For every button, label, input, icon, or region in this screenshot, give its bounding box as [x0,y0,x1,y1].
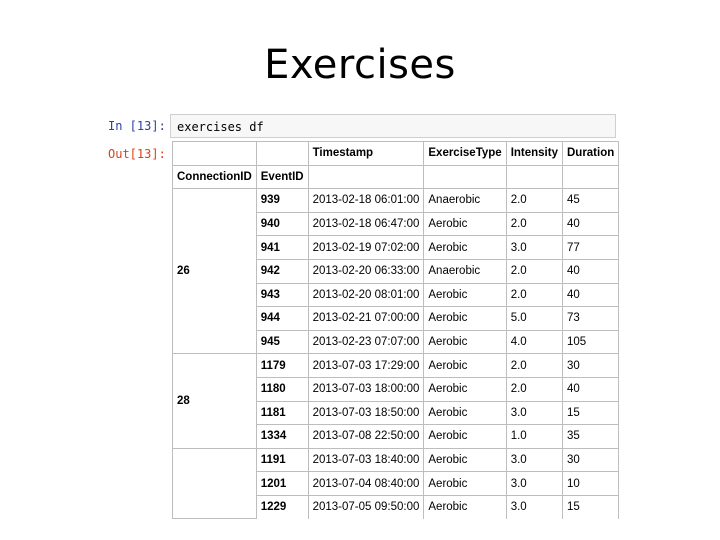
intensity-cell: 2.0 [506,212,562,236]
table-row [173,448,619,472]
exercise-type-cell: Aerobic [424,283,506,307]
blank-header-cell [308,165,424,189]
exercise-type-cell: Anaerobic [424,189,506,213]
table-row [173,189,619,213]
dataframe-table [172,141,619,519]
exercise-type-cell: Aerobic [424,495,506,518]
output-prompt: Out[13]: [108,147,166,161]
exercise-type-cell: Aerobic [424,425,506,449]
timestamp-cell: 2013-07-04 08:40:00 [308,472,424,496]
duration-cell: 30 [562,448,618,472]
event-id-cell: 1180 [256,377,308,401]
intensity-cell: 4.0 [506,330,562,354]
duration-cell: 40 [562,377,618,401]
intensity-cell: 2.0 [506,377,562,401]
event-id-cell: 944 [256,307,308,331]
intensity-cell: 2.0 [506,354,562,378]
intensity-cell: 3.0 [506,448,562,472]
timestamp-cell: 2013-02-23 07:07:00 [308,330,424,354]
event-id-cell: 1334 [256,425,308,449]
event-id-cell: 1179 [256,354,308,378]
input-prompt: In [13]: [108,119,166,133]
exercise-type-cell: Aerobic [424,236,506,260]
event-id-cell: 1191 [256,448,308,472]
connection-id-cell: 26 [173,189,257,354]
duration-cell: 77 [562,236,618,260]
timestamp-cell: 2013-02-19 07:02:00 [308,236,424,260]
intensity-cell: 5.0 [506,307,562,331]
exercise-type-cell: Aerobic [424,472,506,496]
intensity-cell: 3.0 [506,236,562,260]
slide-title: Exercises [264,42,456,88]
code-input-area[interactable] [170,114,616,138]
intensity-cell: 2.0 [506,259,562,283]
index-header-connectionid: ConnectionID [173,165,257,189]
duration-cell: 45 [562,189,618,213]
table-body [173,189,619,519]
duration-cell: 73 [562,307,618,331]
column-header-timestamp: Timestamp [308,142,424,166]
column-header-duration: Duration [562,142,618,166]
event-id-cell: 1229 [256,495,308,518]
blank-header-cell [562,165,618,189]
index-header-row [173,165,619,189]
exercise-type-cell: Aerobic [424,212,506,236]
blank-header-cell [256,142,308,166]
duration-cell: 10 [562,472,618,496]
column-header-exercisetype: ExerciseType [424,142,506,166]
blank-header-cell [506,165,562,189]
duration-cell: 40 [562,259,618,283]
duration-cell: 30 [562,354,618,378]
timestamp-cell: 2013-02-20 06:33:00 [308,259,424,283]
timestamp-cell: 2013-02-18 06:01:00 [308,189,424,213]
code-text[interactable]: exercises df [177,120,264,134]
exercise-type-cell: Anaerobic [424,259,506,283]
blank-header-cell [424,165,506,189]
event-id-cell: 945 [256,330,308,354]
duration-cell: 105 [562,330,618,354]
event-id-cell: 941 [256,236,308,260]
exercise-type-cell: Aerobic [424,448,506,472]
duration-cell: 35 [562,425,618,449]
duration-cell: 15 [562,495,618,518]
connection-id-cell: 28 [173,354,257,448]
timestamp-cell: 2013-07-03 18:50:00 [308,401,424,425]
exercise-type-cell: Aerobic [424,377,506,401]
event-id-cell: 942 [256,259,308,283]
event-id-cell: 939 [256,189,308,213]
timestamp-cell: 2013-07-08 22:50:00 [308,425,424,449]
event-id-cell: 1181 [256,401,308,425]
table-row [173,354,619,378]
exercise-type-cell: Aerobic [424,330,506,354]
timestamp-cell: 2013-02-18 06:47:00 [308,212,424,236]
timestamp-cell: 2013-07-03 17:29:00 [308,354,424,378]
column-header-intensity: Intensity [506,142,562,166]
timestamp-cell: 2013-02-20 08:01:00 [308,283,424,307]
timestamp-cell: 2013-02-21 07:00:00 [308,307,424,331]
connection-id-cell [173,448,257,518]
exercise-type-cell: Aerobic [424,354,506,378]
event-id-cell: 1201 [256,472,308,496]
event-id-cell: 943 [256,283,308,307]
event-id-cell: 940 [256,212,308,236]
timestamp-cell: 2013-07-05 09:50:00 [308,495,424,518]
column-header-row [173,142,619,166]
intensity-cell: 3.0 [506,495,562,518]
exercise-type-cell: Aerobic [424,401,506,425]
timestamp-cell: 2013-07-03 18:40:00 [308,448,424,472]
intensity-cell: 3.0 [506,472,562,496]
index-header-eventid: EventID [256,165,308,189]
intensity-cell: 2.0 [506,283,562,307]
duration-cell: 15 [562,401,618,425]
intensity-cell: 1.0 [506,425,562,449]
intensity-cell: 3.0 [506,401,562,425]
blank-header-cell [173,142,257,166]
duration-cell: 40 [562,283,618,307]
duration-cell: 40 [562,212,618,236]
input-cell[interactable] [104,114,620,138]
exercise-type-cell: Aerobic [424,307,506,331]
intensity-cell: 2.0 [506,189,562,213]
timestamp-cell: 2013-07-03 18:00:00 [308,377,424,401]
